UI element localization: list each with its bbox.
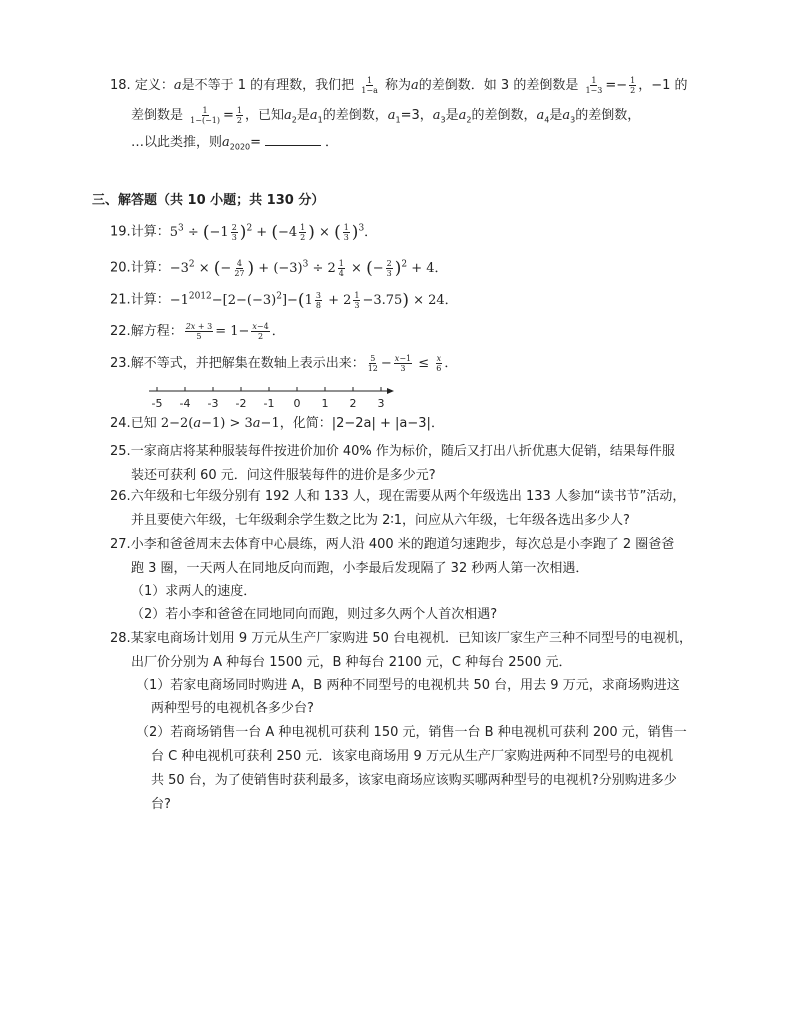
- fraction: $\frac{1}{1-a}$: [361, 76, 378, 95]
- fraction: $\frac{1}{1-3}$: [585, 76, 603, 95]
- q22: 22.解方程： $\frac{2x + 3}{5}$ = 1− $\frac{x-4}{2}$ ．: [110, 322, 285, 341]
- q28-sub1a: （1）若家电商场同时购进 A，B 两种不同型号的电视机共 50 台，用去 9 万元，求商场购进这: [136, 678, 680, 693]
- q28-sub2d: 台?: [151, 797, 171, 812]
- question-number: 25.: [110, 444, 131, 459]
- fraction: $\frac{1}{2}$: [630, 76, 636, 95]
- question-number: 24.: [110, 416, 131, 431]
- q26-line1: 26.六年级和七年级分别有 192 人和 133 人，现在需要从两个年级选出 133 人参加“读书节”活动，: [110, 489, 686, 504]
- number-line-label: -4: [179, 397, 191, 410]
- question-number: 27.: [110, 537, 131, 552]
- q23: 23.解不等式，并把解集在数轴上表示出来： $\frac{5}{12}$ − $\frac{x-1}{3}$ ≤ $\frac{x}{6}$ ．: [110, 354, 458, 373]
- q28-line2: 出厂价分别为 A 种每台 1500 元，B 种每台 2100 元，C 种每台 2500 元．: [131, 655, 572, 670]
- q27-sub2: （2）若小李和爸爸在同地同向而跑，则过多久两个人首次相遇?: [131, 607, 498, 622]
- q25-line2: 装还可获利 60 元．问这件服装每件的进价是多少元?: [131, 468, 436, 483]
- fraction: $\frac{1}{1-(-1)}$: [190, 106, 220, 125]
- number-line-label: 1: [321, 397, 329, 410]
- question-number: 18.: [110, 78, 131, 93]
- question-number: 23.: [110, 356, 131, 371]
- q18-line2: 差倒数是 $\frac{1}{1-(-1)}$ = $\frac{1}{2}$ ，已知$a_2$是$a_1$的差倒数，$a_1=3$，$a_3$是$a_2$的差倒数，$a_4$是$a_3$的差倒数，: [131, 106, 641, 125]
- q20: 20.计算：$-3^2$ × (− $\frac{4}{27}$ ) + $(-3)^3 \div 2$ $\frac{1}{4}$ × (− $\frac{2}{3}$ )$^2$ + 4．: [110, 258, 448, 278]
- number-line-label: -2: [235, 397, 247, 410]
- section-title: 三、解答题（共 10 小题；共 130 分）: [92, 193, 325, 208]
- number-line-label: 0: [293, 397, 301, 410]
- q28-sub2c: 共 50 台，为了使销售时获利最多，该家电商场应该购买哪两种型号的电视机?分别购进多少: [151, 773, 677, 788]
- q21: 21.计算：$-1^{2012}-[2-(-3)^2]-(1$ $\frac{3}{8}$ + 2 $\frac{1}{3}$ −3.75) × 24．: [110, 290, 458, 310]
- question-number: 26.: [110, 489, 131, 504]
- q25-line1: 25.一家商店将某种服装每件按进价加价 40% 作为标价，随后又打出八折优惠大促销，结果每件服: [110, 444, 675, 459]
- question-number: 20.: [110, 260, 131, 276]
- question-number: 19.: [110, 224, 131, 240]
- q28-sub2b: 台 C 种电视机可获利 250 元．该家电商场用 9 万元从生产厂家购进两种不同型号的电视机: [151, 749, 673, 764]
- number-line-label: -3: [207, 397, 219, 410]
- question-number: 21.: [110, 292, 131, 308]
- number-line: [147, 383, 397, 411]
- q27-line2: 跑 3 圈，一天两人在同地反向而跑，小李最后发现隔了 32 秒两人第一次相遇．: [131, 561, 589, 576]
- number-line-label: -5: [151, 397, 163, 410]
- q27-line1: 27.小李和爸爸周末去体育中心晨练，两人沿 400 米的跑道匀速跑步，每次总是小李跑了 2 圈爸爸: [110, 537, 675, 552]
- number-line-label: 3: [377, 397, 385, 410]
- number-line-label: -1: [263, 397, 275, 410]
- arrow-icon: [387, 388, 394, 394]
- q19: 19.计算：$5^3 \div (-1$ $\frac{2}{3}$ )$^2$ + (−4 $\frac{1}{2}$ ) × ( $\frac{1}{3}$ )$^3$．: [110, 222, 378, 242]
- answer-blank[interactable]: [265, 133, 321, 146]
- question-number: 22.: [110, 324, 131, 339]
- q28-sub1b: 两种型号的电视机各多少台?: [151, 701, 314, 716]
- q27-sub1: （1）求两人的速度．: [131, 584, 257, 599]
- q28-line1: 28.某家电商场计划用 9 万元从生产厂家购进 50 台电视机．已知该厂家生产三种不同型号的电视机，: [110, 631, 693, 646]
- q26-line2: 并且要使六年级，七年级剩余学生数之比为 2∶1，问应从六年级，七年级各选出多少人?: [131, 513, 630, 528]
- q24: 24.已知 2−2(a−1) > 3a−1，化简：|2−2a| + |a−3|．: [110, 416, 444, 431]
- q28-sub2a: （2）若商场销售一台 A 种电视机可获利 150 元，销售一台 B 种电视机可获利 200 元，销售一: [136, 725, 687, 740]
- number-line-label: 2: [349, 397, 357, 410]
- question-number: 28.: [110, 631, 131, 646]
- q18-line1: 18. 定义：a是不等于 1 的有理数，我们把 $\frac{1}{1-a}$ 称为a的差倒数．如 3 的差倒数是 $\frac{1}{1-3}$ =− $\frac{1}{2}$ ，−1 的: [110, 76, 688, 95]
- fraction: $\frac{1}{2}$: [236, 106, 242, 125]
- q18-line3: …以此类推，则$a_{2020}=$ ．: [131, 135, 339, 152]
